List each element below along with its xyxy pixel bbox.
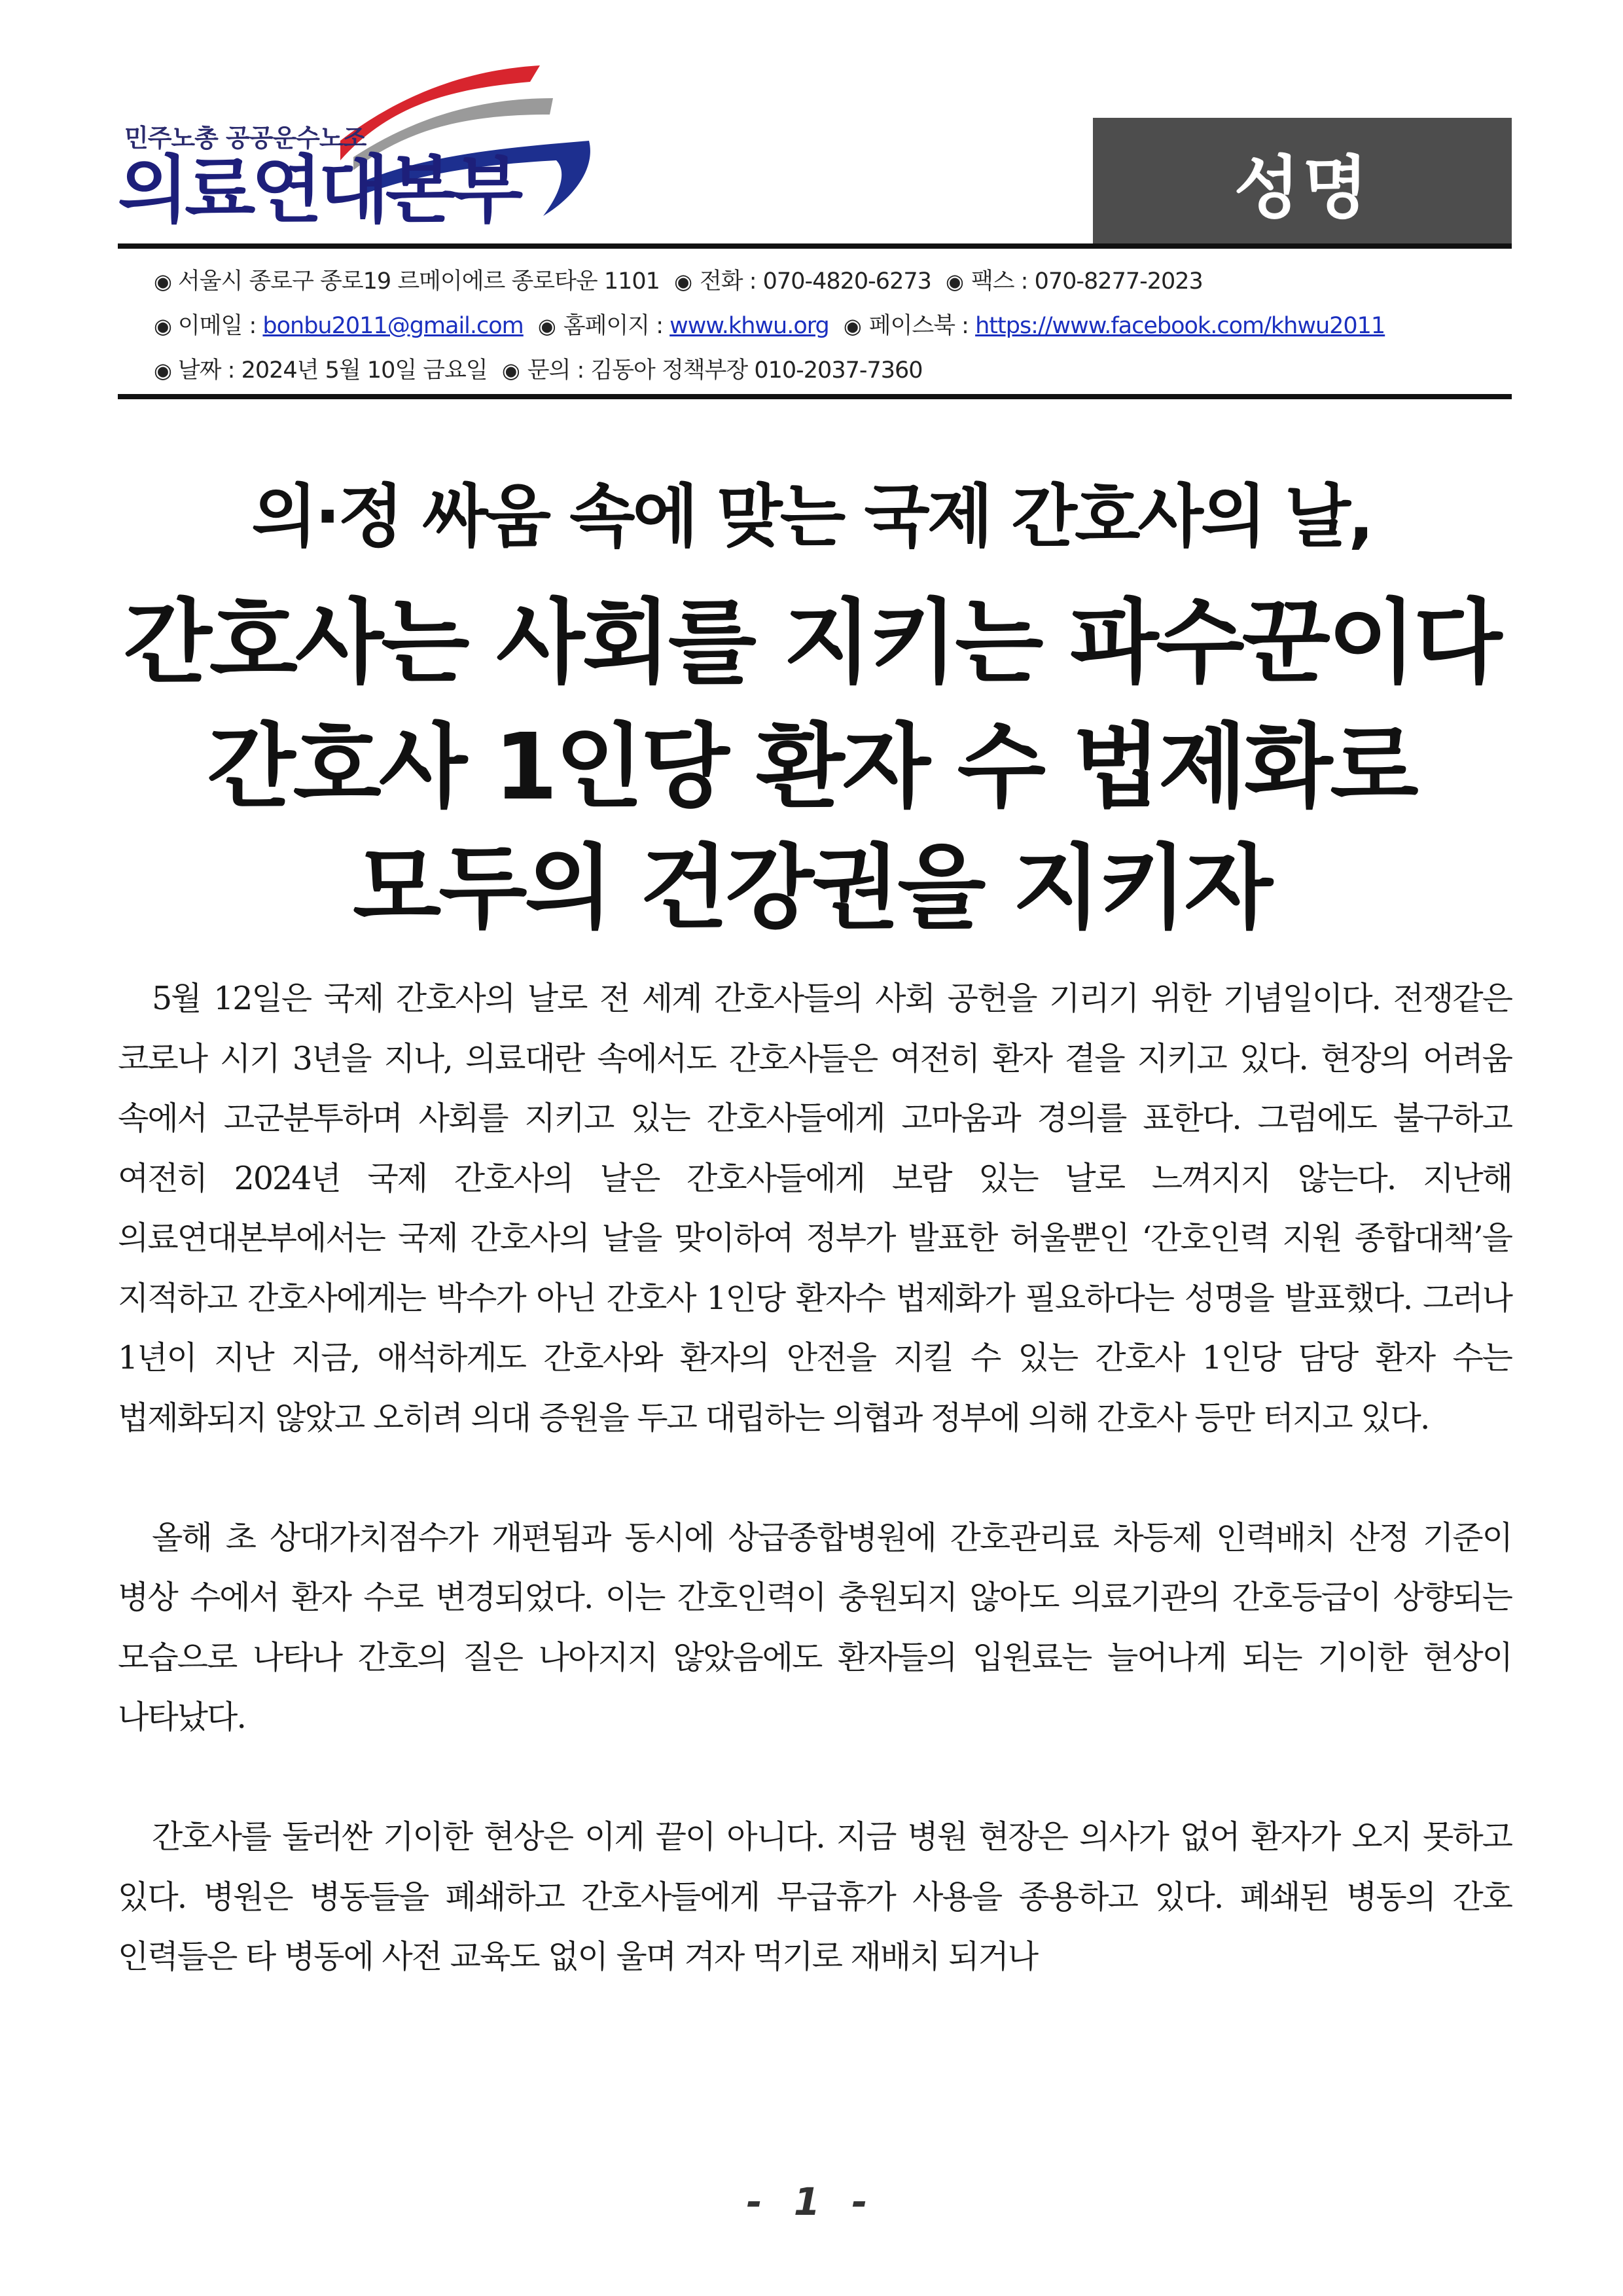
body-paragraph-2: 올해 초 상대가치점수가 개편됨과 동시에 상급종합병원에 간호관리료 차등제 인력배치 산정 기준이 병상 수에서 환자 수로 변경되었다. 이는 간호인력이 충원되지 않아도 의료기관의 간호등급이 상향되는 모습으로 나타나 간호의 질은 나아지지 않았음에도 환자들의 입원료는 늘어나게 되는 기이한 현상이 나타났다. [118, 1518, 1512, 1736]
document-type-badge [1093, 118, 1512, 245]
header-divider-top [118, 243, 1512, 249]
bullet-icon: ◉ [501, 358, 520, 383]
org-logo [118, 62, 563, 233]
contact-line-date [154, 352, 1502, 385]
email-prefix: 이메일 : [177, 313, 263, 339]
email-link[interactable]: bonbu2011@gmail.com [262, 313, 524, 339]
homepage-prefix: 홈페이지 : [563, 313, 670, 339]
address-text: 서울시 종로구 종로19 르메이에르 종로타운 1101 [177, 268, 660, 295]
headline-line-1: 의·정 싸움 속에 맞는 국제 간호사의 날, [251, 476, 1372, 556]
contact-line-address [154, 263, 1502, 296]
body-paragraph-3: 간호사를 둘러싼 기이한 현상은 이게 끝이 아니다. 지금 병원 현장은 의사가 없어 환자가 오지 못하고 있다. 병원은 병동들을 폐쇄하고 간호사들에게 무급휴가 사용을 종용하고 있다. 폐쇄된 병동의 간호 인력들은 타 병동에 사전 교육도 없이 울며 겨자 먹기로 재배치 되거나 [118, 1818, 1512, 1975]
page-number: - 1 - [746, 2179, 877, 2224]
homepage-link[interactable]: www.khwu.org [669, 313, 829, 339]
headline-line-2: 간호사는 사회를 지키는 파수꾼이다 [123, 590, 1500, 696]
statement-body [118, 969, 1512, 2047]
document-type-label: 성명 [1234, 147, 1371, 228]
bullet-icon: ◉ [154, 358, 171, 383]
facebook-prefix: 페이스북 : [868, 313, 976, 339]
headline-line-3: 간호사 1인당 환자 수 법제화로 [207, 714, 1416, 821]
fax-text: 팩스 : 070-8277-2023 [971, 268, 1203, 295]
bullet-icon: ◉ [946, 269, 963, 294]
inquiry-text: 문의 : 김동아 정책부장 010-2037-7360 [527, 357, 923, 384]
bullet-icon: ◉ [674, 269, 692, 294]
facebook-link[interactable]: https://www.facebook.com/khwu2011 [975, 313, 1385, 339]
bullet-icon: ◉ [537, 314, 556, 338]
org-sub-name: 민주노총 공공운수노조 [124, 124, 366, 152]
org-name: 의료연대본부 [118, 148, 520, 233]
bullet-icon: ◉ [154, 314, 171, 338]
contact-line-online [154, 308, 1502, 340]
bullet-icon: ◉ [154, 269, 171, 294]
headline-line-4: 모두의 건강권을 지키자 [353, 835, 1270, 942]
date-text: 날짜 : 2024년 5월 10일 금요일 [177, 357, 488, 384]
bullet-icon: ◉ [843, 314, 861, 338]
header-divider-bottom [118, 394, 1512, 399]
phone-text: 전화 : 070-4820-6273 [700, 268, 931, 295]
body-paragraph-1: 5월 12일은 국제 간호사의 날로 전 세계 간호사들의 사회 공헌을 기리기 위한 기념일이다. 전쟁같은 코로나 시기 3년을 지나, 의료대란 속에서도 간호사들은 여전히 환자 곁을 지키고 있다. 현장의 어려움 속에서 고군분투하며 사회를 지키고 있는 간호사들에게 고마움과 경의를 표한다. 그럼에도 불구하고 여전히 2024년 국제 간호사의 날은 간호사들에게 보람 있는 날로 느껴지지 않는다. 지난해 의료연대본부에서는 국제 간호사의 날을 맞이하여 정부가 발표한 허울뿐인 ‘간호인력 지원 종합대책’을 지적하고 간호사에게는 박수가 아닌 간호사 1인당 환자수 법제화가 필요하다는 성명을 발표했다. 그러나 1년이 지난 지금, 애석하게도 간호사와 환자의 안전을 지킬 수 있는 간호사 1인당 담당 환자 수는 법제화되지 않았고 오히려 의대 증원을 두고 대립하는 의협과 정부에 의해 간호사 등만 터지고 있다. [118, 980, 1512, 1437]
